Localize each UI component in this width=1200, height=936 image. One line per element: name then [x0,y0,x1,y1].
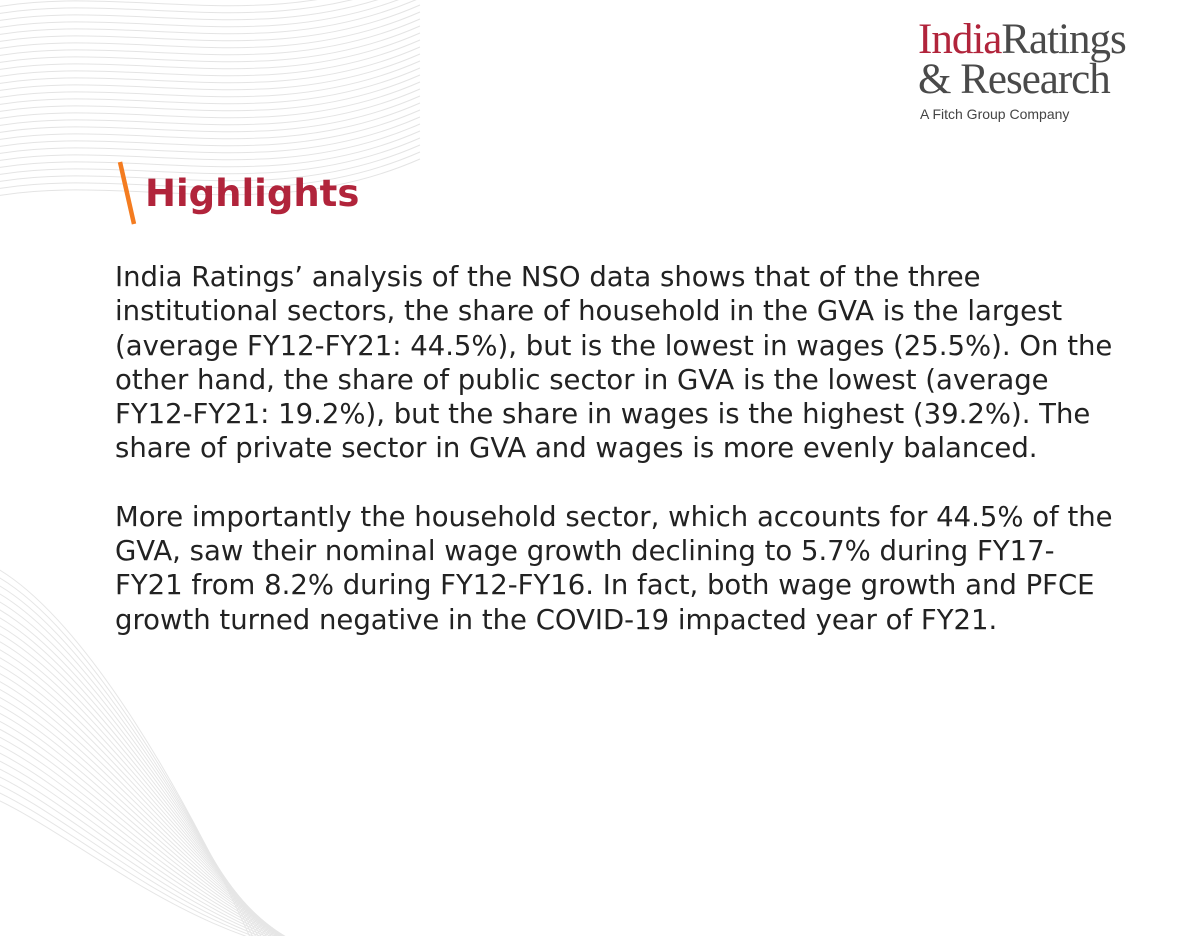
wave-line [0,616,288,936]
wave-line [0,736,348,936]
wave-line [0,124,420,164]
wave-line [0,640,300,936]
wave-line [0,728,344,936]
section-heading [117,160,359,226]
wave-line [0,680,320,936]
wave-line [0,82,420,122]
logo-tagline: A Fitch Group Company [920,106,1070,122]
highlights-body [115,260,1115,637]
wave-line [0,712,336,936]
wave-line [0,0,420,38]
wave-line [0,26,420,66]
logo-wordmark-line2: & Research [918,56,1110,103]
wave-line [0,5,420,45]
backslash-accent-icon [117,160,137,226]
wave-line [0,0,420,17]
logo-ratings: Ratings [1001,16,1126,63]
wave-line [0,0,420,10]
wave-line [0,704,332,936]
wave-line [0,110,420,150]
company-logo [918,16,1186,122]
wave-line [0,47,420,87]
wave-line [0,33,420,73]
wave-line [0,696,328,936]
paragraph-1: India Ratings’ analysis of the NSO data shows that of the three institutional sectors, the share of household in the GVA is the largest (average FY12-FY21: 44.5%), but is the lowest in wages (25.5%). On the other hand, the share of public sector in GVA is the lowest (average FY12-FY21: 19.2%), but the share in wages is the highest (39.2%). The share of private sector in GVA and wages is more evenly balanced. [115,261,1113,465]
wave-line [0,19,420,59]
wave-line [0,792,376,936]
wave-line [0,688,324,936]
wave-line [0,117,420,157]
wave-line [0,656,308,936]
wave-line [0,68,420,108]
wave-line [0,40,420,80]
wave-line [0,776,368,936]
page-title: Highlights [145,171,360,215]
wave-line [0,632,296,936]
wave-line [0,760,360,936]
wave-line [0,61,420,101]
wave-line [0,54,420,94]
wave-line [0,592,276,936]
wave-line [0,672,316,936]
wave-line [0,0,420,31]
wave-line [0,600,280,936]
wave-line [0,720,340,936]
wave-line [0,96,420,136]
wave-line [0,624,292,936]
wave-line [0,12,420,52]
logo-wordmark-line1 [918,16,1186,63]
wave-line [0,608,284,936]
wave-line [0,75,420,115]
wave-line [0,664,312,936]
wave-line [0,0,420,24]
wave-line [0,89,420,129]
wave-line [0,752,356,936]
logo-india: India [918,16,1002,63]
wave-line [0,768,364,936]
wave-line [0,784,372,936]
wave-line [0,744,352,936]
wave-line [0,103,420,143]
paragraph-2: More importantly the household sector, which accounts for 44.5% of the GVA, saw their nominal wage growth declining to 5.7% during FY17-FY21 from 8.2% during FY12-FY16. In fact, both wage growth and PFCE growth turned negative in the COVID-19 impacted year of FY21. [115,500,1113,636]
wave-line [0,648,304,936]
